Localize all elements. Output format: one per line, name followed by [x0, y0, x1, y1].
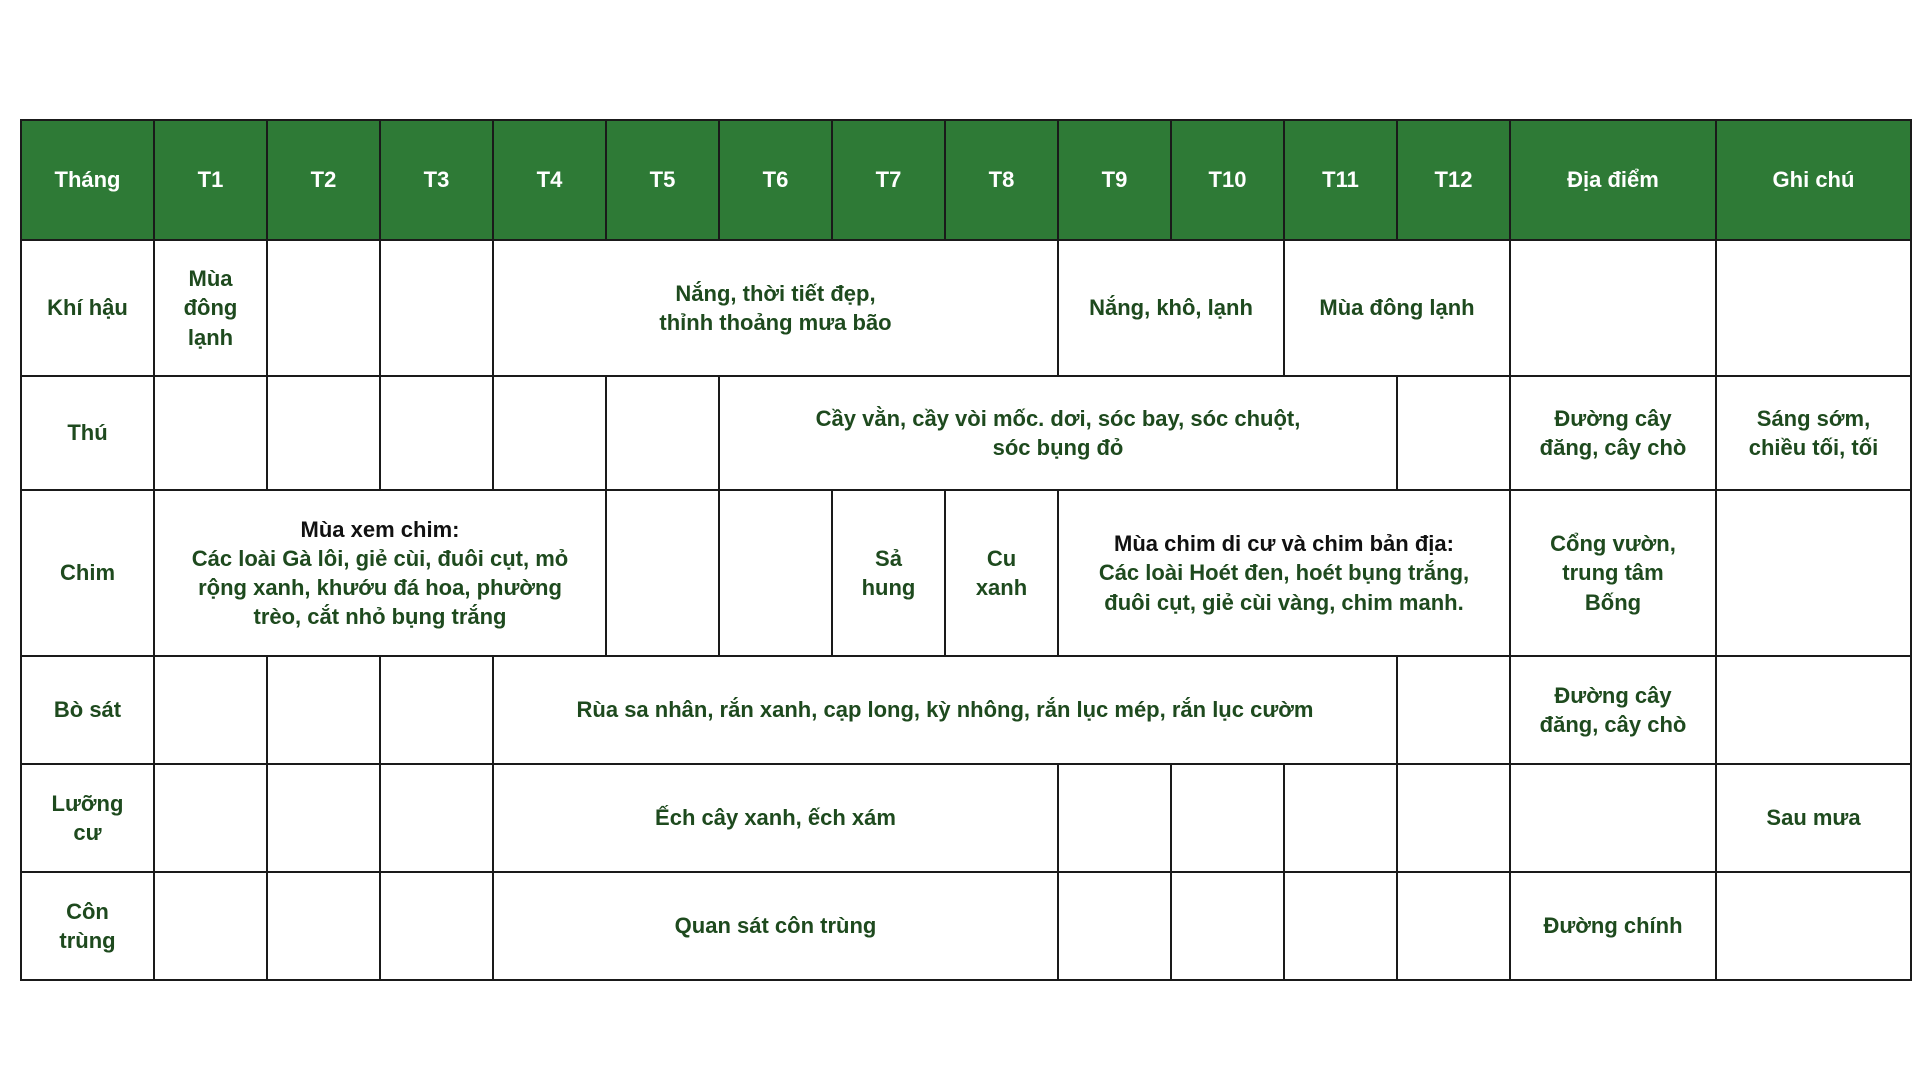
header-t8: T8	[945, 120, 1058, 240]
cell-note	[1716, 872, 1911, 980]
cell-t2	[267, 872, 380, 980]
cell-t4-t8: Nắng, thời tiết đẹp, thỉnh thoảng mưa bão	[493, 240, 1058, 376]
cell-t3	[380, 656, 493, 764]
cell-note: Sau mưa	[1716, 764, 1911, 872]
header-note: Ghi chú	[1716, 120, 1911, 240]
bird-season-title: Mùa xem chim:	[300, 516, 460, 542]
cell-t1	[154, 872, 267, 980]
cell-t1: Mùa đông lạnh	[154, 240, 267, 376]
cell-t12	[1397, 764, 1510, 872]
cell-t4-t8: Quan sát côn trùng	[493, 872, 1058, 980]
cell-note: Sáng sớm, chiều tối, tối	[1716, 376, 1911, 490]
cell-t12	[1397, 656, 1510, 764]
cell-t1-t4	[154, 490, 606, 656]
cell-t1	[154, 376, 267, 490]
row-label: Khí hậu	[21, 240, 154, 376]
cell-t9-t12	[1058, 490, 1510, 656]
row-chim	[21, 490, 1911, 656]
cell-location	[1510, 240, 1716, 376]
cell-t2	[267, 764, 380, 872]
cell-location: Cổng vườn, trung tâm Bống	[1510, 490, 1716, 656]
cell-location: Đường chính	[1510, 872, 1716, 980]
cell-t9-t10: Nắng, khô, lạnh	[1058, 240, 1284, 376]
cell-t8: Cu xanh	[945, 490, 1058, 656]
row-label: Bò sát	[21, 656, 154, 764]
header-t12: T12	[1397, 120, 1510, 240]
nature-calendar-table	[20, 119, 1912, 981]
cell-t5	[606, 376, 719, 490]
cell-t3	[380, 872, 493, 980]
cell-location	[1510, 764, 1716, 872]
migratory-season-body: Các loài Hoét đen, hoét bụng trắng, đuôi cụt, giẻ cùi vàng, chim manh.	[1098, 560, 1470, 615]
cell-t3	[380, 240, 493, 376]
header-t4: T4	[493, 120, 606, 240]
row-thu	[21, 376, 1911, 490]
header-t10: T10	[1171, 120, 1284, 240]
header-t3: T3	[380, 120, 493, 240]
cell-t1	[154, 656, 267, 764]
bird-season-body: Các loài Gà lôi, giẻ cùi, đuôi cụt, mỏ rộng xanh, khướu đá hoa, phường trèo, cắt nhỏ bụng trắng	[191, 545, 569, 630]
header-t5: T5	[606, 120, 719, 240]
migratory-season-title: Mùa chim di cư và chim bản địa:	[1114, 531, 1454, 557]
cell-t6	[719, 490, 832, 656]
cell-t6-t11: Cầy vằn, cầy vòi mốc. dơi, sóc bay, sóc chuột, sóc bụng đỏ	[719, 376, 1397, 490]
header-month: Tháng	[21, 120, 154, 240]
row-luong-cu	[21, 764, 1911, 872]
header-t7: T7	[832, 120, 945, 240]
cell-t2	[267, 376, 380, 490]
cell-t4-t8: Ếch cây xanh, ếch xám	[493, 764, 1058, 872]
cell-t4-t11: Rùa sa nhân, rắn xanh, cạp long, kỳ nhông, rắn lục mép, rắn lục cườm	[493, 656, 1397, 764]
header-t6: T6	[719, 120, 832, 240]
row-label: Côn trùng	[21, 872, 154, 980]
cell-note	[1716, 240, 1911, 376]
cell-t7: Sả hung	[832, 490, 945, 656]
cell-t10	[1171, 764, 1284, 872]
header-t2: T2	[267, 120, 380, 240]
row-label: Lưỡng cư	[21, 764, 154, 872]
cell-t10	[1171, 872, 1284, 980]
cell-t3	[380, 764, 493, 872]
cell-t11	[1284, 764, 1397, 872]
cell-t5	[606, 490, 719, 656]
row-label: Thú	[21, 376, 154, 490]
cell-note	[1716, 656, 1911, 764]
cell-note	[1716, 490, 1911, 656]
cell-t11	[1284, 872, 1397, 980]
row-khi-hau	[21, 240, 1911, 376]
header-location: Địa điểm	[1510, 120, 1716, 240]
cell-location: Đường cây đăng, cây chò	[1510, 376, 1716, 490]
row-con-trung	[21, 872, 1911, 980]
cell-t12	[1397, 376, 1510, 490]
header-t11: T11	[1284, 120, 1397, 240]
cell-t4	[493, 376, 606, 490]
cell-t3	[380, 376, 493, 490]
row-bo-sat	[21, 656, 1911, 764]
row-label: Chim	[21, 490, 154, 656]
header-t9: T9	[1058, 120, 1171, 240]
header-t1: T1	[154, 120, 267, 240]
cell-t9	[1058, 872, 1171, 980]
cell-t9	[1058, 764, 1171, 872]
cell-t11-t12: Mùa đông lạnh	[1284, 240, 1510, 376]
cell-t1	[154, 764, 267, 872]
cell-location: Đường cây đăng, cây chò	[1510, 656, 1716, 764]
cell-t12	[1397, 872, 1510, 980]
cell-t2	[267, 240, 380, 376]
cell-t2	[267, 656, 380, 764]
header-row	[21, 120, 1911, 240]
